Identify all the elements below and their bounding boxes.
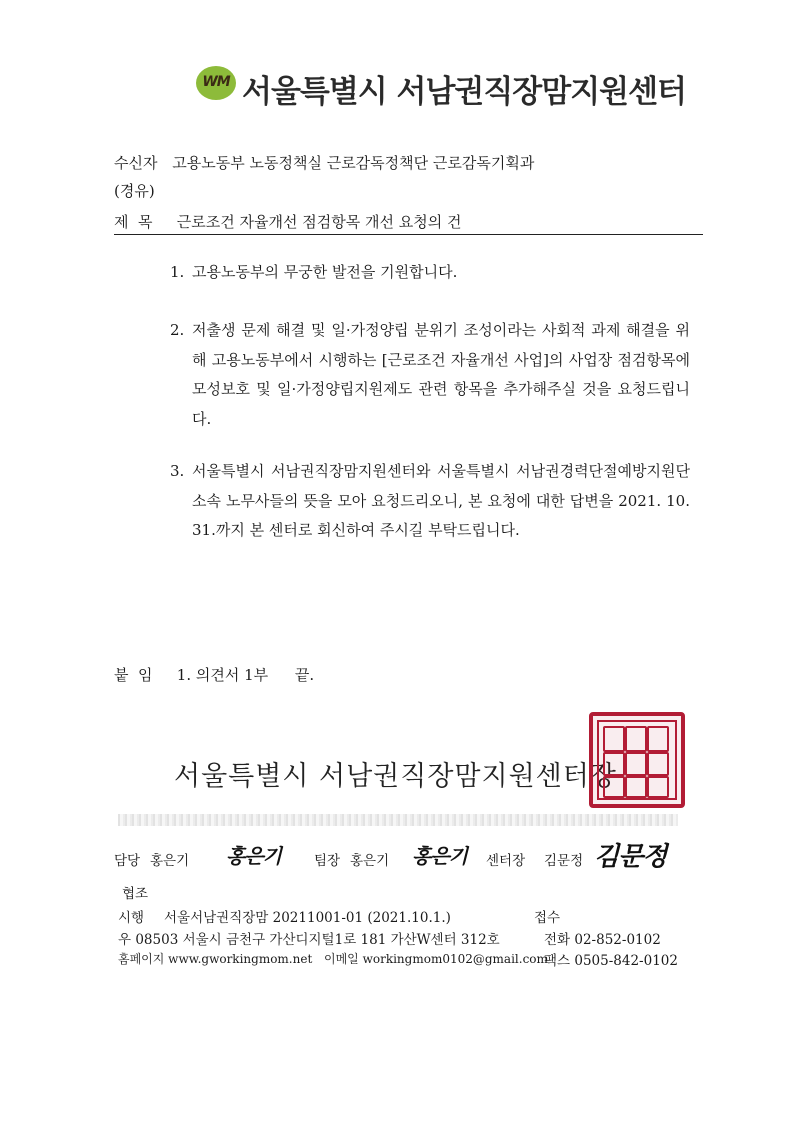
- scan-noise-band: [118, 814, 678, 826]
- organization-title: 서울특별시 서남권직장맘지원센터: [242, 74, 686, 110]
- attachment-row: [114, 664, 314, 685]
- paragraph-3: [170, 457, 690, 577]
- logo-icon: [196, 66, 236, 100]
- paragraph-number: 1.: [170, 263, 185, 281]
- recipient-label: 수신자: [114, 154, 158, 172]
- subject-row: [114, 211, 461, 232]
- recipient-row: [114, 152, 534, 173]
- subject-label: 제 목: [114, 213, 153, 231]
- email-address: 이메일 workingmom0102@gmail.com: [324, 952, 548, 966]
- lead-name: 홍은기: [350, 853, 390, 869]
- director-name: 김문정: [544, 853, 584, 869]
- enforce-label: 시행: [118, 910, 145, 926]
- paragraph-number: 3.: [170, 462, 185, 480]
- via-label: (경유): [114, 182, 155, 200]
- director-role: 센터장: [486, 853, 526, 869]
- header-divider: [114, 234, 703, 235]
- homepage-url: 홈페이지 www.gworkingmom.net: [118, 952, 313, 966]
- phone-number: 전화 02-852-0102: [544, 932, 661, 948]
- logo-mark-text: WM: [202, 74, 230, 90]
- paragraph-1: [170, 258, 690, 288]
- director-signature: 김문정: [594, 842, 667, 872]
- recipient-value: 고용노동부 노동정책실 근로감독정책단 근로감독기획과: [172, 154, 535, 172]
- paragraph-text: 서울특별시 서남권직장맘지원센터와 서울특별시 서남권경력단절예방지원단 소속 노무사들의 뜻을 모아 요청드리오니, 본 요청에 대한 답변을 2021. 10. 31.까지 본 센터로 회신하여 주시길 부탁드립니다.: [192, 462, 690, 539]
- staff-signature: 홍은기: [226, 844, 281, 868]
- paragraph-text: 고용노동부의 무궁한 발전을 기원합니다.: [192, 263, 458, 281]
- attachment-value: 1. 의견서 1부: [176, 666, 269, 684]
- cooperation-label: 협조: [122, 886, 149, 902]
- sender-name: 서울특별시 서남권직장맘지원센터장: [174, 761, 617, 792]
- official-seal-icon: [589, 712, 685, 808]
- lead-signature: 홍은기: [412, 844, 467, 868]
- postal-address: 우 08503 서울시 금천구 가산디지털1로 181 가산W센터 312호: [118, 932, 500, 948]
- receive-label: 접수: [534, 910, 561, 926]
- staff-name: 홍은기: [150, 853, 190, 869]
- staff-role: 담당: [114, 853, 141, 869]
- paragraph-number: 2.: [170, 321, 185, 339]
- subject-value: 근로조건 자율개선 점검항목 개선 요청의 건: [176, 213, 462, 231]
- fax-number: 팩스 0505-842-0102: [544, 953, 678, 969]
- enforce-value: 서울서남권직장맘 20211001-01 (2021.10.1.): [164, 910, 451, 926]
- paragraph-text: 저출생 문제 해결 및 일·가정양립 분위기 조성이라는 사회적 과제 해결을 위해 고용노동부에서 시행하는 [근로조건 자율개선 사업]의 사업장 점검항목에 모성보호 및 일·가정양립지원제도 관련 항목을 추가해주실 것을 요청드립니다.: [192, 321, 690, 428]
- attachment-end: 끝.: [294, 666, 315, 684]
- attachment-label: 붙 임: [114, 666, 153, 684]
- paragraph-2: [170, 316, 690, 436]
- lead-role: 팀장: [314, 853, 341, 869]
